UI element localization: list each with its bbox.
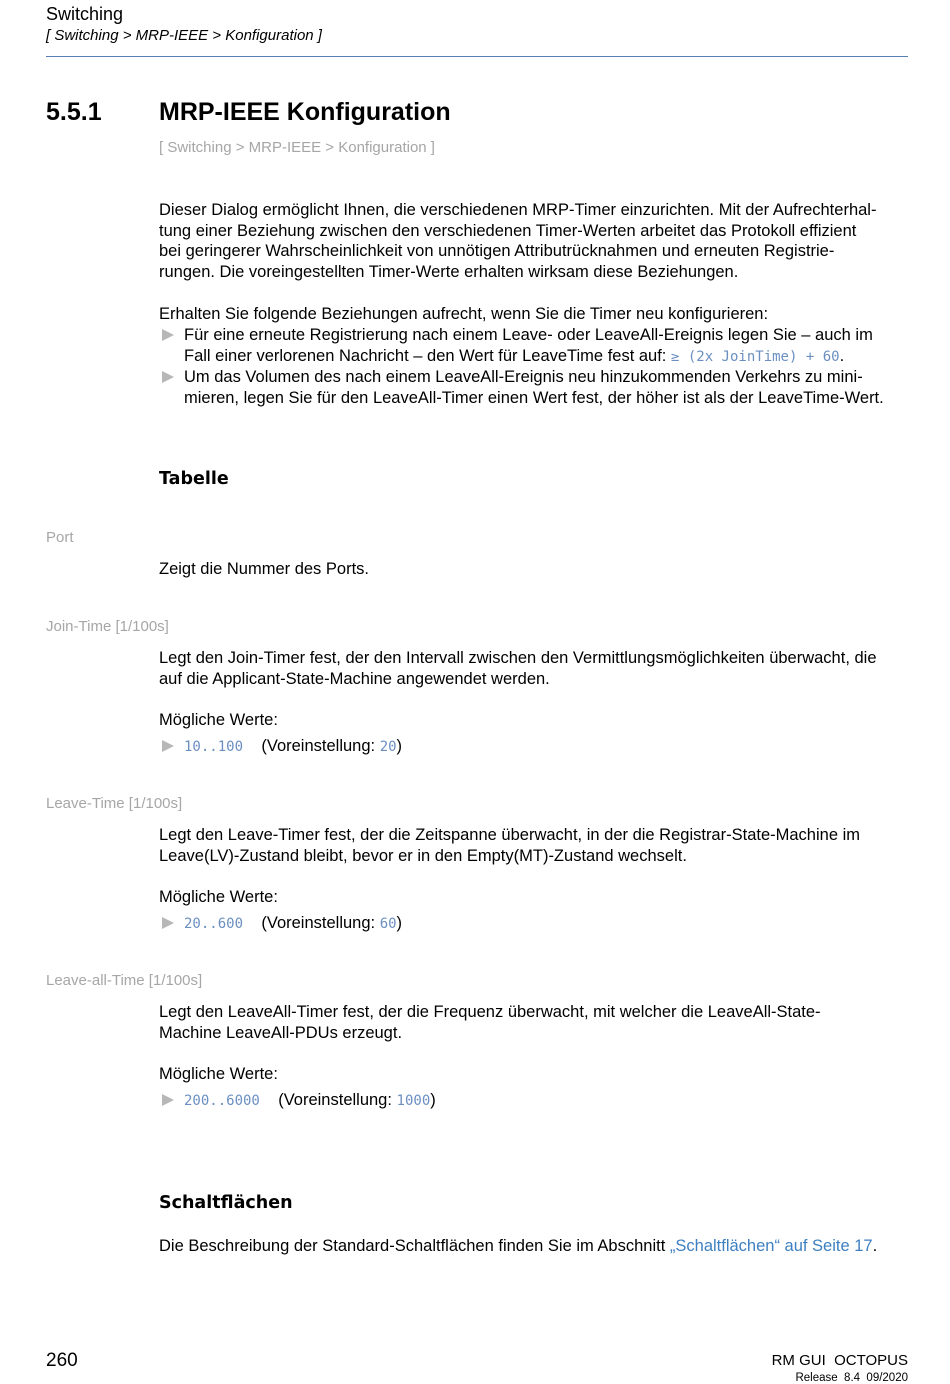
- buttons-text: Die Beschreibung der Standard-Schaltflächen finden Sie im Abschnitt: [159, 1237, 670, 1255]
- page-number: 260: [46, 1350, 78, 1371]
- relations-bullet-1: [159, 325, 911, 367]
- buttons-paragraph: [159, 1236, 911, 1257]
- desc-line: auf die Applicant-State-Machine angewendet werden.: [159, 669, 550, 688]
- bullet-period: .: [839, 346, 845, 365]
- intro-paragraph: [159, 200, 911, 283]
- footer-release: Release 8.4 09/2020: [795, 1372, 908, 1384]
- intro-line: bei geringerer Wahrscheinlichkeit von unnötigen Attributrücknahmen und erneuten Registrie-: [159, 242, 835, 261]
- bullet-line: Für eine erneute Registrierung nach einem Leave- oder LeaveAll-Ereignis legen Sie – auch im: [184, 326, 873, 344]
- desc-line: Legt den Leave-Timer fest, der die Zeitspanne überwacht, in der die Registrar-State-Machine im: [159, 826, 860, 844]
- leave-values-label: Mögliche Werte:: [159, 888, 278, 906]
- bullet-triangle-icon: [162, 329, 174, 341]
- desc-line: Legt den Join-Timer fest, der den Intervall zwischen den Vermittlungsmöglichkeiten überwacht, die: [159, 649, 877, 667]
- intro-line: tung einer Beziehung zwischen den verschiedenen Timer-Werten arbeitet das Protokoll effizient: [159, 221, 857, 240]
- leave-default: 60: [379, 916, 397, 932]
- join-range: 10..100: [184, 739, 244, 755]
- param-leave-desc: [159, 825, 911, 866]
- param-leaveall-desc: [159, 1002, 911, 1043]
- leave-time-formula: ≥ (2x JoinTime) + 60: [670, 348, 840, 365]
- bullet-triangle-icon: [162, 917, 174, 929]
- param-leave-label: Leave-Time [1/100s]: [46, 795, 183, 812]
- bullet-triangle-icon: [162, 1094, 174, 1106]
- param-join-desc: [159, 648, 911, 689]
- join-default: 20: [379, 739, 397, 755]
- table-heading: Tabelle: [159, 469, 229, 489]
- bullet-triangle-icon: [162, 740, 174, 752]
- param-port-desc: Zeigt die Nummer des Ports.: [159, 560, 369, 578]
- default-suffix: ): [396, 914, 403, 932]
- relations-bullet-2: [159, 367, 911, 408]
- join-values-bullet: [159, 736, 911, 758]
- relations-lead: Erhalten Sie folgende Beziehungen aufrecht, wenn Sie die Timer neu konfigurieren:: [159, 305, 769, 323]
- default-prefix: (Voreinstellung:: [278, 1091, 397, 1109]
- default-prefix: (Voreinstellung:: [261, 737, 380, 755]
- intro-line: Dieser Dialog ermöglicht Ihnen, die verschiedenen MRP-Timer einzurichten. Mit der Aufrechterhal-: [159, 201, 877, 219]
- running-header-breadcrumb: [ Switching > MRP-IEEE > Konfiguration ]: [46, 27, 322, 44]
- section-number: 5.5.1: [46, 98, 102, 126]
- section-breadcrumb: [ Switching > MRP-IEEE > Konfiguration ]: [159, 139, 435, 156]
- join-values-label: Mögliche Werte:: [159, 711, 278, 729]
- buttons-period: .: [872, 1237, 878, 1255]
- param-join-label: Join-Time [1/100s]: [46, 618, 169, 635]
- default-prefix: (Voreinstellung:: [261, 914, 380, 932]
- default-suffix: ): [430, 1091, 436, 1109]
- leave-values-bullet: [159, 913, 911, 935]
- bullet-line: Fall einer verlorenen Nachricht – den Wert für LeaveTime fest auf:: [184, 346, 671, 365]
- param-leaveall-label: Leave-all-Time [1/100s]: [46, 972, 203, 989]
- leaveall-values-label: Mögliche Werte:: [159, 1065, 278, 1083]
- desc-line: Legt den LeaveAll-Timer fest, der die Frequenz überwacht, mit welcher die LeaveAll-State-: [159, 1003, 821, 1021]
- bullet-line: Um das Volumen des nach einem LeaveAll-Ereignis neu hinzukommenden Verkehrs zu mini-: [184, 368, 863, 386]
- leave-range: 20..600: [184, 916, 244, 932]
- footer-doc-title: RM GUI OCTOPUS: [771, 1352, 908, 1369]
- leaveall-values-bullet: [159, 1090, 911, 1112]
- buttons-heading: Schaltflächen: [159, 1193, 293, 1213]
- leaveall-default: 1000: [396, 1093, 431, 1109]
- intro-line: rungen. Die voreingestellten Timer-Werte erhalten wirksam diese Beziehungen.: [159, 263, 739, 282]
- running-header-title: Switching: [46, 4, 124, 24]
- leaveall-range: 200..6000: [184, 1093, 260, 1109]
- desc-line: Leave(LV)-Zustand bleibt, bevor er in den Empty(MT)-Zustand wechselt.: [159, 846, 687, 865]
- bullet-triangle-icon: [162, 371, 174, 383]
- header-rule: [46, 56, 908, 57]
- bullet-line: mieren, legen Sie für den LeaveAll-Timer einen Wert fest, der höher ist als der LeaveTime-Wert.: [184, 388, 884, 407]
- schaltflaechen-link[interactable]: „Schaltflächen“ auf Seite 17: [669, 1237, 873, 1255]
- section-title: MRP-IEEE Konfiguration: [159, 98, 451, 126]
- param-port-label: Port: [46, 529, 74, 546]
- default-suffix: ): [396, 737, 403, 755]
- desc-line: Machine LeaveAll-PDUs erzeugt.: [159, 1023, 403, 1042]
